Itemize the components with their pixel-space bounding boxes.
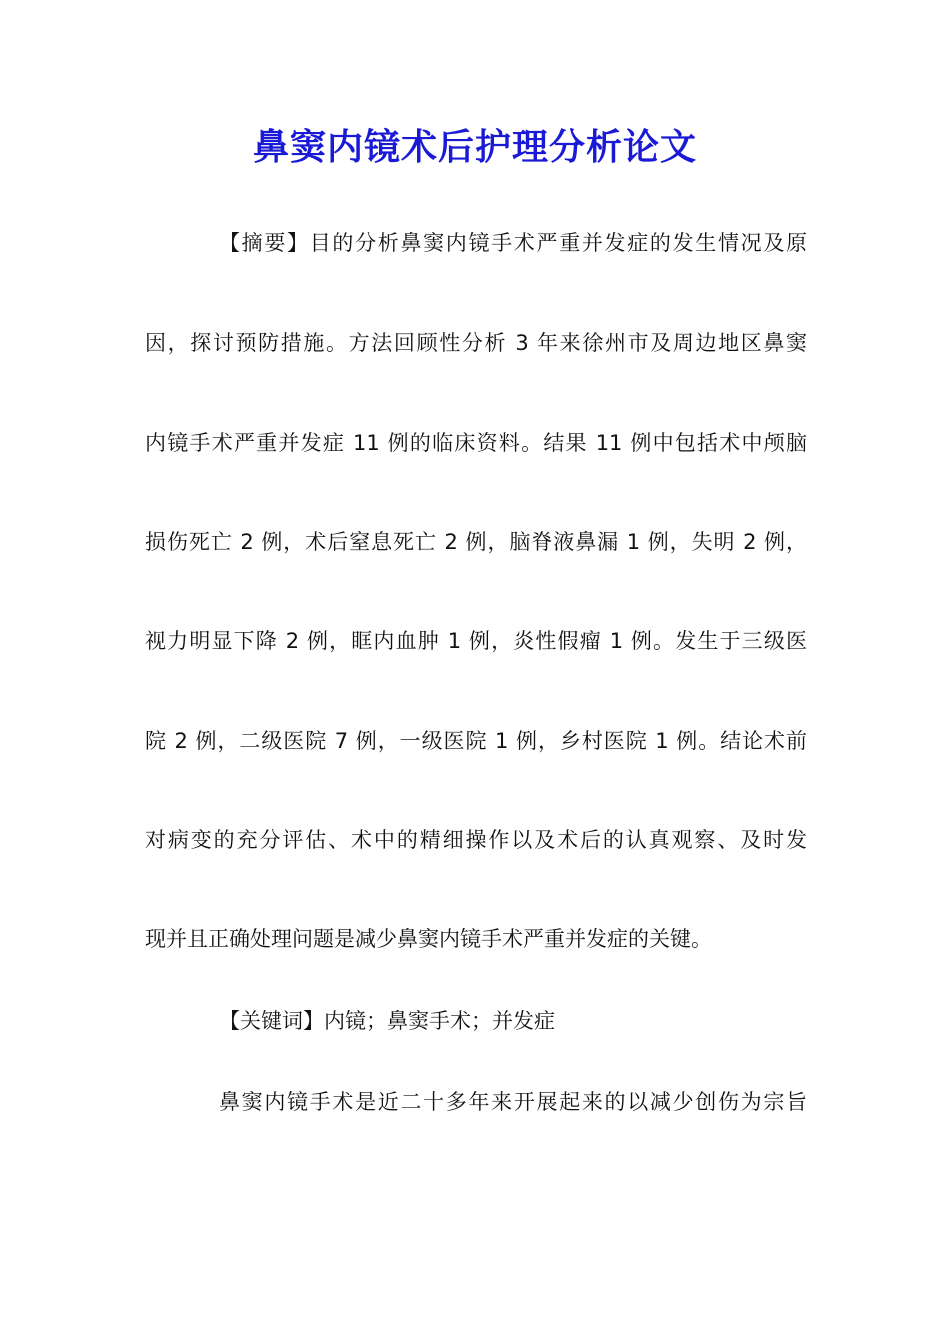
abstract-line: 视力明显下降 2 例，眶内血肿 1 例，炎性假瘤 1 例。发生于三级医 bbox=[145, 629, 807, 653]
abstract-line: 损伤死亡 2 例，术后窒息死亡 2 例，脑脊液鼻漏 1 例，失明 2 例， bbox=[145, 530, 807, 554]
abstract-line: 对病变的充分评估、术中的精细操作以及术后的认真观察、及时发 bbox=[145, 828, 807, 852]
abstract-line: 内镜手术严重并发症 11 例的临床资料。结果 11 例中包括术中颅脑 bbox=[145, 431, 807, 455]
abstract-line: 院 2 例，二级医院 7 例，一级医院 1 例，乡村医院 1 例。结论术前 bbox=[145, 729, 807, 753]
document-title: 鼻窦内镜术后护理分析论文 bbox=[252, 126, 697, 168]
body-paragraph-line: 鼻窦内镜手术是近二十多年来开展起来的以减少创伤为宗旨 bbox=[219, 1090, 807, 1114]
keywords-line: 【关键词】内镜；鼻窦手术；并发症 bbox=[219, 1009, 555, 1033]
abstract-line: 因，探讨预防措施。方法回顾性分析 3 年来徐州市及周边地区鼻窦 bbox=[145, 331, 807, 355]
abstract-line: 【摘要】目的分析鼻窦内镜手术严重并发症的发生情况及原 bbox=[219, 231, 807, 255]
abstract-line-last: 现并且正确处理问题是减少鼻窦内镜手术严重并发症的关键。 bbox=[145, 927, 712, 951]
